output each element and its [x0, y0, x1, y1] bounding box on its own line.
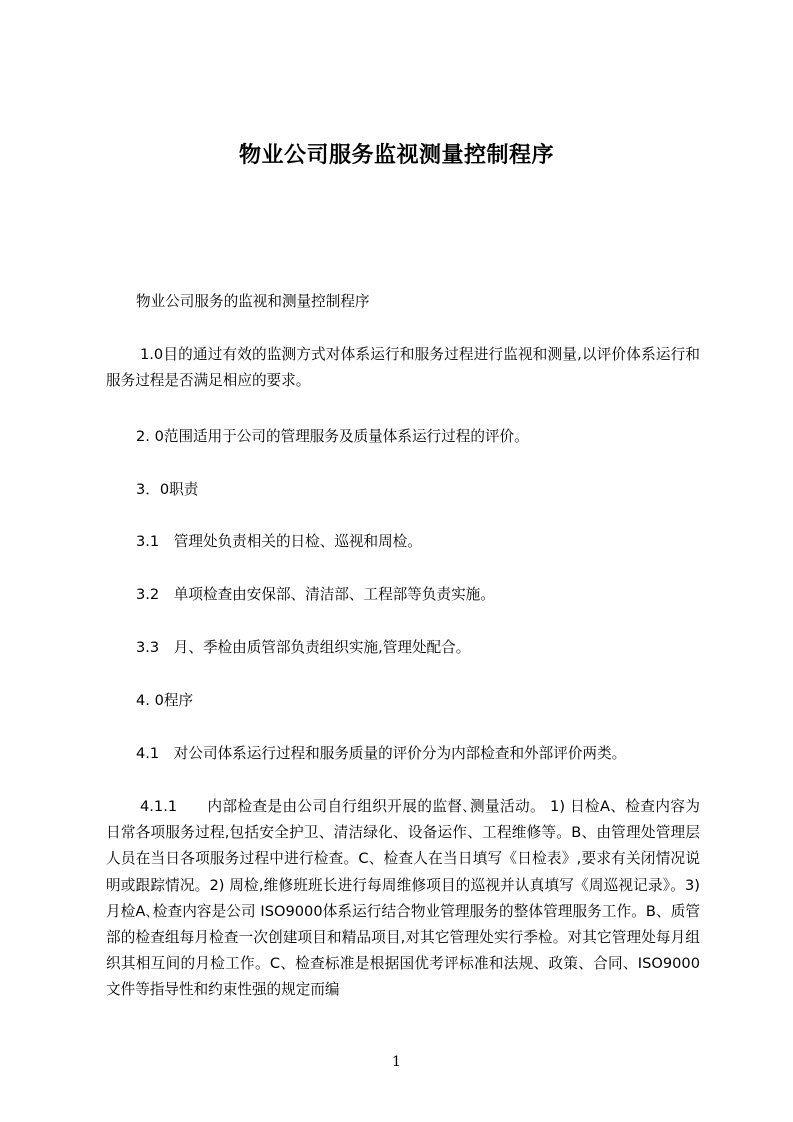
paragraph-responsibility-3-1: 3.1 管理处负责相关的日检、巡视和周检。 — [136, 533, 422, 550]
paragraph-procedure-4-1: 4.1 对公司体系运行过程和服务质量的评价分为内部检查和外部评价两类。 — [136, 745, 627, 762]
paragraph-responsibility-3-2: 3.2 单项检查由安保部、清洁部、工程部等负责实施。 — [136, 586, 495, 603]
paragraph-procedure-4-1-1: 4.1.1 内部检查是由公司自行组织开展的监督､测量活动。 1) 日检A、检查内容为日常各项服务过程,包括安全护卫、清洁绿化、设备运作、工程维修等。B、由管理处管理层人员在当日各项服务过程中进行检查。C、检查人在当日填写《日检表》,要求有关闭情况说明或跟踪情况。2) 周检,维修班班长进行每周维修项目的巡视并认真填写《周巡视记录》。3) 月检A､检查内容是公司 ISO9000体系运行结合物业管理服务的整体管理服务工作。B、质管部的检查组每月检查一次创建项目和精品项目,对其它管理处实行季检。对其它管理处每月组织其相互间的月检工作。C、检查标准是根据国优考评标准和法规、政策、合同、ISO9000文件等指导性和约束性强的规定而编 — [106, 798, 700, 999]
paragraph-scope: 2. 0范围适用于公司的管理服务及质量体系运行过程的评价。 — [136, 428, 529, 445]
document-subtitle: 物业公司服务的监视和测量控制程序 — [136, 293, 370, 310]
paragraph-responsibility-3-3: 3.3 月、季检由质管部负责组织实施,管理处配合。 — [136, 639, 471, 656]
paragraph-responsibility-heading: 3．0职责 — [136, 481, 199, 498]
page-number: 1 — [392, 1054, 401, 1070]
paragraph-purpose: 1.0目的通过有效的监测方式对体系运行和服务过程进行监视和测量,以评价体系运行和服务过程是否满足相应的要求。 — [106, 346, 700, 390]
document-title: 物业公司服务监视测量控制程序 — [238, 143, 554, 168]
paragraph-procedure-heading: 4. 0程序 — [136, 692, 194, 709]
